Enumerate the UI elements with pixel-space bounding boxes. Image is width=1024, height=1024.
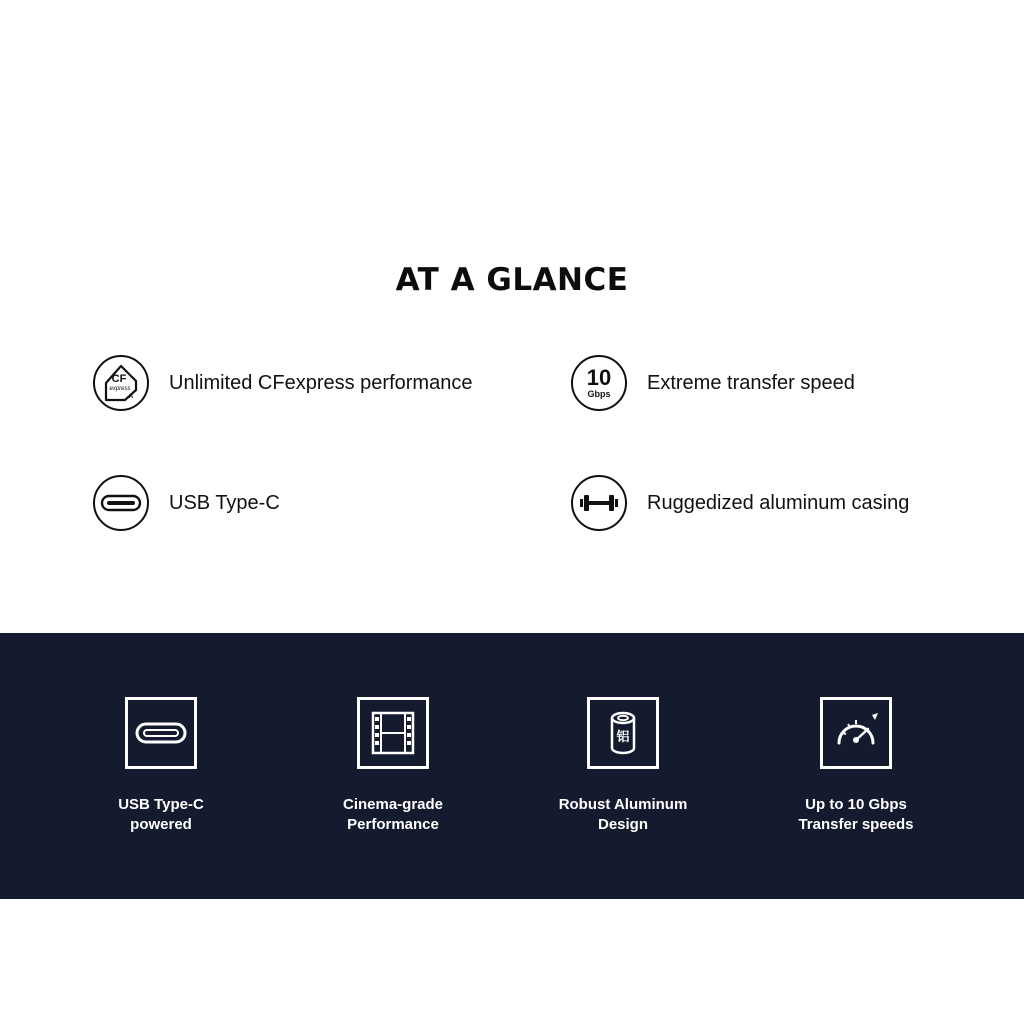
feature-transfer-speed bbox=[571, 352, 855, 414]
feature-usb-c bbox=[93, 472, 280, 534]
highlight-icon-box bbox=[587, 697, 659, 769]
cfexpress-icon-type-text: A bbox=[128, 394, 134, 400]
speedometer-icon bbox=[828, 705, 884, 761]
highlight-caption-line1: USB Type-C bbox=[118, 796, 204, 813]
usb-c-icon bbox=[98, 480, 144, 526]
feature-icon-circle bbox=[571, 475, 627, 531]
feature-ruggedized bbox=[571, 472, 909, 534]
highlight-icon-box bbox=[357, 697, 429, 769]
highlight-caption-line2: Design bbox=[597, 816, 648, 833]
highlight-caption-line1: Up to 10 Gbps bbox=[805, 796, 907, 813]
highlight-speed bbox=[756, 697, 956, 835]
section-title: AT A GLANCE bbox=[395, 262, 629, 298]
highlight-aluminum bbox=[523, 697, 723, 835]
highlight-caption bbox=[61, 795, 261, 835]
highlight-icon-box bbox=[820, 697, 892, 769]
10gbps-icon-unit: Gbps bbox=[587, 389, 611, 399]
highlight-caption bbox=[293, 795, 493, 835]
highlight-usb-c bbox=[61, 697, 261, 835]
feature-icon-circle bbox=[93, 355, 149, 411]
highlight-caption bbox=[756, 795, 956, 835]
feature-icon-circle bbox=[571, 355, 627, 411]
feature-label: Ruggedized aluminum casing bbox=[647, 491, 910, 514]
feature-cfexpress bbox=[93, 352, 472, 414]
cfexpress-icon-sub-text: express bbox=[109, 386, 131, 392]
highlight-cinema bbox=[293, 697, 493, 835]
feature-label: Unlimited CFexpress performance bbox=[169, 371, 473, 394]
10gbps-icon-number: 10 bbox=[586, 365, 612, 390]
feature-label: Extreme transfer speed bbox=[647, 371, 855, 394]
feature-label: USB Type-C bbox=[169, 491, 280, 514]
highlight-caption-line2: Performance bbox=[347, 816, 439, 833]
cfexpress-icon bbox=[98, 360, 144, 406]
film-strip-icon bbox=[365, 705, 421, 761]
cfexpress-icon-main-text: CF bbox=[111, 373, 127, 385]
highlight-caption bbox=[523, 795, 723, 835]
aluminum-roll-icon-text: 铝 bbox=[616, 730, 630, 745]
highlight-caption-line1: Robust Aluminum bbox=[558, 796, 688, 813]
dumbbell-icon bbox=[576, 480, 622, 526]
feature-icon-circle bbox=[93, 475, 149, 531]
highlights-band bbox=[0, 633, 1024, 899]
highlight-icon-box bbox=[125, 697, 197, 769]
highlight-caption-line2: Transfer speeds bbox=[798, 816, 914, 833]
10gbps-icon bbox=[576, 360, 622, 406]
highlight-caption-line1: Cinema-grade bbox=[342, 796, 444, 813]
usb-c-port-icon bbox=[133, 705, 189, 761]
aluminum-roll-icon bbox=[595, 705, 651, 761]
highlight-caption-line2: powered bbox=[130, 816, 192, 833]
